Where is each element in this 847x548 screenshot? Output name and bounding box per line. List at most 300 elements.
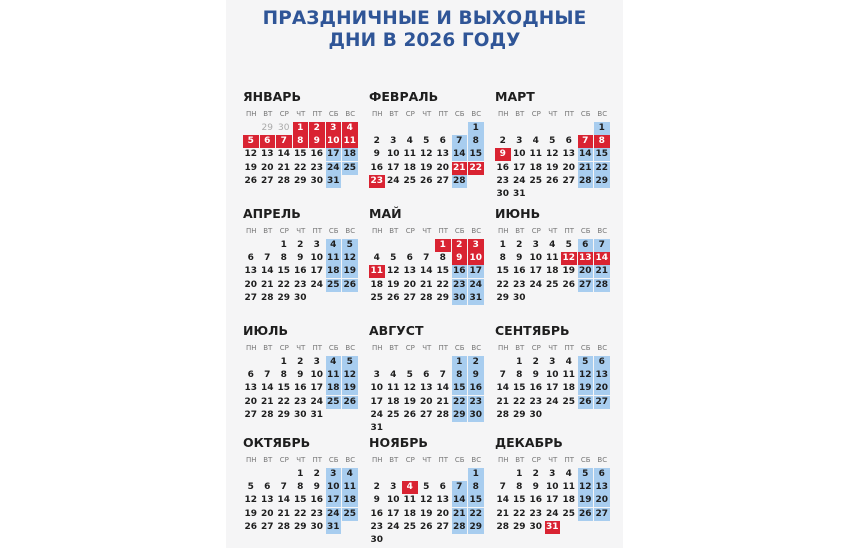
day-cell: 30 <box>469 409 483 420</box>
day-cell: 23 <box>529 396 543 407</box>
day-cell: 1 <box>435 239 451 252</box>
day-cell: 25 <box>326 396 340 407</box>
weekday-label: ЧТ <box>296 344 306 352</box>
day-cell: 20 <box>578 266 592 277</box>
month-name: ФЕВРАЛЬ <box>369 89 439 104</box>
day-cell: 12 <box>545 149 559 160</box>
day-cell: 27 <box>436 175 450 186</box>
day-cell: 19 <box>419 162 433 173</box>
weekday-label: ПТ <box>438 344 449 352</box>
day-cell: 18 <box>343 149 357 160</box>
day-cell: 12 <box>343 253 357 264</box>
day-cell: 26 <box>419 521 433 532</box>
day-cell: 27 <box>244 409 258 420</box>
day-cell: 15 <box>595 149 609 160</box>
day-cell: 27 <box>260 175 274 186</box>
day-cell: 6 <box>247 370 254 381</box>
day-cell: 9 <box>468 369 484 382</box>
month-9 <box>495 324 620 444</box>
day-cell: 12 <box>578 370 592 381</box>
day-cell: 8 <box>468 481 484 494</box>
day-cell: 3 <box>549 469 556 479</box>
day-cell: 17 <box>545 495 559 506</box>
day-cell: 20 <box>562 162 576 173</box>
weekday-label: ЧТ <box>296 456 306 464</box>
weekday-label: СР <box>279 456 289 464</box>
day-cell: 26 <box>403 409 417 420</box>
day-cell: 1 <box>468 468 484 481</box>
weekday-label: ВТ <box>389 344 399 352</box>
day-cell: 20 <box>436 508 450 519</box>
day-cell: 21 <box>260 396 274 407</box>
day-cell: 15 <box>277 266 291 277</box>
day-cell: 16 <box>293 266 307 277</box>
weekday-label: ПТ <box>564 456 575 464</box>
day-cell: 18 <box>343 495 357 506</box>
day-cell: 13 <box>403 266 417 277</box>
day-cell: 29 <box>436 292 450 303</box>
month-name: ИЮНЬ <box>495 206 541 221</box>
day-cell: 20 <box>244 279 258 290</box>
day-cell: 14 <box>452 149 466 160</box>
day-cell: 2 <box>373 136 380 147</box>
weekday-label: СР <box>531 110 541 118</box>
weekday-label: СБ <box>580 227 591 235</box>
day-cell: 4 <box>402 481 418 494</box>
day-cell: 22 <box>452 396 466 407</box>
day-cell: 19 <box>545 162 559 173</box>
day-cell: 14 <box>496 495 510 506</box>
day-cell: 17 <box>326 149 340 160</box>
day-cell: 15 <box>436 266 450 277</box>
month-10 <box>243 436 368 548</box>
day-cell: 21 <box>436 396 450 407</box>
day-cell: 18 <box>386 396 400 407</box>
weekday-label: ВС <box>471 344 482 352</box>
day-cell: 29 <box>496 292 510 303</box>
day-cell: 10 <box>469 253 483 264</box>
day-cell: 10 <box>326 136 340 147</box>
weekday-label: ПТ <box>564 227 575 235</box>
weekday-label: ПТ <box>312 227 323 235</box>
weekday-label: ПН <box>371 456 383 464</box>
day-cell: 10 <box>545 482 559 493</box>
day-cell: 7 <box>452 481 468 494</box>
day-cell: 12 <box>244 149 258 160</box>
day-cell: 2 <box>313 469 320 479</box>
day-cell: 2 <box>373 482 380 493</box>
day-cell: 10 <box>326 482 340 493</box>
day-cell: 9 <box>373 495 380 506</box>
day-cell: 26 <box>343 279 357 290</box>
day-cell: 14 <box>277 495 291 506</box>
day-cell: 20 <box>260 508 274 519</box>
day-cell: 20 <box>419 396 433 407</box>
day-cell: 28 <box>260 292 274 303</box>
day-cell: 9 <box>516 253 523 264</box>
day-cell: 8 <box>516 482 523 493</box>
day-cell: 17 <box>469 266 483 277</box>
day-cell: 10 <box>386 149 400 160</box>
weekday-label: ПТ <box>438 456 449 464</box>
day-cell: 1 <box>293 122 309 135</box>
day-cell: 23 <box>370 521 384 532</box>
weekday-label: СР <box>405 344 415 352</box>
day-cell: 5 <box>565 240 572 250</box>
day-cell: 2 <box>452 239 468 252</box>
day-cell: 19 <box>419 508 433 519</box>
weekday-label: ЧТ <box>548 110 558 118</box>
day-cell: 19 <box>578 495 592 506</box>
day-cell: 7 <box>499 370 506 381</box>
day-cell: 25 <box>326 279 340 290</box>
day-cell: 8 <box>293 135 309 148</box>
day-cell: 17 <box>545 383 559 394</box>
weekday-label: ПТ <box>312 344 323 352</box>
day-cell: 11 <box>343 482 357 493</box>
month-name: МАЙ <box>369 206 402 221</box>
day-cell: 6 <box>423 370 430 381</box>
day-cell: 15 <box>469 149 483 160</box>
day-cell: 1 <box>499 240 506 250</box>
day-cell: 19 <box>244 162 258 173</box>
day-cell: 6 <box>247 253 254 264</box>
month-5 <box>369 207 494 327</box>
day-cell: 11 <box>370 266 384 277</box>
day-cell: 8 <box>280 253 287 264</box>
day-cell: 25 <box>545 279 559 290</box>
day-cell: 15 <box>277 383 291 394</box>
day-cell: 16 <box>452 266 466 277</box>
day-cell: 8 <box>280 370 287 381</box>
day-cell: 3 <box>516 136 523 147</box>
day-cell: 25 <box>386 409 400 420</box>
day-cell: 14 <box>260 266 274 277</box>
day-cell: 5 <box>549 136 556 147</box>
day-cell: 3 <box>390 482 397 493</box>
day-cell: 10 <box>310 253 324 264</box>
weekday-label: СБ <box>328 110 339 118</box>
weekday-label: ПН <box>245 456 257 464</box>
day-cell: 16 <box>310 149 324 160</box>
weekday-label: ВС <box>345 344 356 352</box>
weekday-label: СР <box>279 227 289 235</box>
day-cell: 27 <box>562 175 576 186</box>
month-name: ИЮЛЬ <box>243 323 289 338</box>
day-cell: 18 <box>326 266 340 277</box>
month-name: АВГУСТ <box>369 323 424 338</box>
day-cell: 26 <box>419 175 433 186</box>
calendar-poster <box>226 0 623 548</box>
day-cell: 13 <box>436 149 450 160</box>
day-cell: 31 <box>469 292 483 303</box>
month-7 <box>243 324 368 444</box>
day-cell: 15 <box>452 383 466 394</box>
day-cell: 5 <box>390 253 397 264</box>
day-cell: 20 <box>436 162 450 173</box>
day-cell: 8 <box>499 253 506 264</box>
day-cell: 5 <box>578 468 594 481</box>
day-cell: 29 <box>512 521 526 532</box>
weekday-label: ПТ <box>564 110 575 118</box>
day-cell: 11 <box>562 370 576 381</box>
day-cell: 28 <box>595 279 609 290</box>
day-cell: 1 <box>452 356 468 369</box>
day-cell: 20 <box>403 279 417 290</box>
day-cell: 22 <box>595 162 609 173</box>
weekday-label: ВТ <box>515 456 525 464</box>
month-6 <box>495 207 620 327</box>
weekday-label: ПН <box>371 110 383 118</box>
day-cell: 28 <box>496 409 510 420</box>
weekday-label: ВТ <box>515 110 525 118</box>
day-cell: 23 <box>310 162 324 173</box>
day-cell: 10 <box>370 383 384 394</box>
day-cell: 30 <box>496 189 510 199</box>
day-cell: 3 <box>549 357 556 367</box>
day-cell: 19 <box>386 279 400 290</box>
day-cell: 27 <box>403 292 417 303</box>
month-name: НОЯБРЬ <box>369 435 428 450</box>
weekday-label: СБ <box>328 344 339 352</box>
weekday-label: ПН <box>497 110 509 118</box>
weekday-label: ПН <box>497 227 509 235</box>
weekday-label: СР <box>531 456 541 464</box>
day-cell: 2 <box>309 122 325 135</box>
day-cell: 28 <box>277 175 291 186</box>
day-cell: 16 <box>370 508 384 519</box>
day-cell: 15 <box>496 266 510 277</box>
day-cell: 28 <box>452 521 466 532</box>
day-cell: 9 <box>532 370 539 381</box>
weekday-label: ЧТ <box>422 344 432 352</box>
month-11 <box>369 436 494 548</box>
month-name: ОКТЯБРЬ <box>243 435 311 450</box>
day-cell: 8 <box>452 369 468 382</box>
day-cell: 22 <box>512 396 526 407</box>
day-cell: 28 <box>277 521 291 532</box>
day-cell: 5 <box>578 356 594 369</box>
day-cell: 16 <box>496 162 510 173</box>
day-cell: 11 <box>386 383 400 394</box>
weekday-label: ПН <box>371 227 383 235</box>
day-cell: 17 <box>512 162 526 173</box>
day-cell: 27 <box>595 508 609 519</box>
day-cell: 14 <box>578 149 592 160</box>
day-cell: 16 <box>512 266 526 277</box>
day-cell: 28 <box>496 521 510 532</box>
day-cell: 21 <box>452 508 466 519</box>
day-cell: 14 <box>419 266 433 277</box>
day-cell: 17 <box>370 396 384 407</box>
day-cell: 17 <box>310 383 324 394</box>
day-cell: 1 <box>516 469 523 479</box>
day-cell: 14 <box>277 149 291 160</box>
day-cell: 6 <box>594 468 610 481</box>
day-cell: 25 <box>343 508 357 519</box>
day-cell: 30 <box>529 409 543 420</box>
day-cell: 21 <box>496 396 510 407</box>
day-cell: 1 <box>297 469 304 479</box>
weekday-label: ВС <box>471 456 482 464</box>
day-cell: 11 <box>343 136 357 147</box>
day-cell: 30 <box>370 535 384 545</box>
day-cell: 12 <box>386 266 400 277</box>
day-cell: 21 <box>419 279 433 290</box>
day-cell: 31 <box>512 189 526 199</box>
day-cell: 4 <box>373 253 380 264</box>
day-cell: 15 <box>469 495 483 506</box>
day-cell: 14 <box>595 253 609 264</box>
day-cell: 22 <box>469 162 483 173</box>
day-cell: 18 <box>370 279 384 290</box>
day-cell: 26 <box>562 279 576 290</box>
day-cell: 29 <box>595 175 609 186</box>
day-cell: 29 <box>469 521 483 532</box>
weekday-label: ВТ <box>263 110 273 118</box>
day-cell: 22 <box>277 396 291 407</box>
day-cell: 13 <box>260 495 274 506</box>
day-cell: 12 <box>419 495 433 506</box>
day-cell: 6 <box>264 482 271 493</box>
day-cell: 7 <box>280 482 287 493</box>
day-cell: 26 <box>244 175 258 186</box>
day-cell: 4 <box>406 136 413 147</box>
weekday-label: ПТ <box>312 110 323 118</box>
day-cell: 2 <box>499 136 506 147</box>
day-cell: 27 <box>244 292 258 303</box>
day-cell: 19 <box>562 266 576 277</box>
day-cell: 31 <box>310 409 324 420</box>
weekday-label: ВТ <box>389 227 399 235</box>
day-cell: 9 <box>495 148 511 161</box>
day-cell: 28 <box>452 175 466 186</box>
day-cell: 4 <box>390 370 397 381</box>
page-title <box>226 8 623 52</box>
weekday-label: СБ <box>328 227 339 235</box>
day-cell: 26 <box>545 175 559 186</box>
day-cell: 16 <box>310 495 324 506</box>
day-cell: 3 <box>313 240 320 250</box>
day-cell: 17 <box>326 495 340 506</box>
day-cell: 10 <box>529 253 543 264</box>
month-name: АПРЕЛЬ <box>243 206 301 221</box>
weekday-label: ПН <box>497 344 509 352</box>
day-cell: 15 <box>293 149 307 160</box>
weekday-label: СБ <box>580 344 591 352</box>
day-cell: 25 <box>403 521 417 532</box>
day-cell: 21 <box>260 279 274 290</box>
weekday-label: СР <box>531 344 541 352</box>
weekday-label: ПН <box>245 227 257 235</box>
weekday-label: ЧТ <box>422 227 432 235</box>
weekday-label: ЧТ <box>422 456 432 464</box>
day-cell: 9 <box>297 370 304 381</box>
weekday-label: СР <box>279 110 289 118</box>
day-cell: 3 <box>532 240 539 250</box>
day-cell: 18 <box>403 162 417 173</box>
day-cell: 12 <box>562 253 576 264</box>
weekday-label: ЧТ <box>296 227 306 235</box>
day-cell: 5 <box>342 356 358 369</box>
day-cell: 6 <box>439 482 446 493</box>
weekday-label: ВТ <box>389 110 399 118</box>
day-cell: 20 <box>595 495 609 506</box>
weekday-label: ВС <box>597 227 608 235</box>
weekday-label: ВТ <box>263 344 273 352</box>
day-cell: 1 <box>280 357 287 367</box>
day-cell: 22 <box>496 279 510 290</box>
day-cell: 10 <box>386 495 400 506</box>
day-cell: 20 <box>260 162 274 173</box>
day-cell: 24 <box>326 508 340 519</box>
day-cell: 22 <box>293 508 307 519</box>
day-cell: 16 <box>469 383 483 394</box>
day-cell: 6 <box>439 136 446 147</box>
day-cell: 3 <box>313 357 320 367</box>
day-cell: 23 <box>370 175 384 186</box>
day-cell: 18 <box>545 266 559 277</box>
day-cell: 14 <box>452 495 466 506</box>
day-cell: 11 <box>403 149 417 160</box>
day-cell: 23 <box>512 279 526 290</box>
day-cell: 18 <box>562 495 576 506</box>
month-name: МАРТ <box>495 89 535 104</box>
day-cell: 5 <box>423 136 430 147</box>
weekday-label: ПН <box>371 344 383 352</box>
day-cell: 9 <box>532 482 539 493</box>
day-cell: 31 <box>545 521 559 532</box>
day-cell: 24 <box>545 396 559 407</box>
day-cell: 12 <box>419 149 433 160</box>
month-12 <box>495 436 620 548</box>
day-cell: 13 <box>244 383 258 394</box>
month-name: ДЕКАБРЬ <box>495 435 563 450</box>
day-cell: 2 <box>516 240 523 250</box>
day-cell: 4 <box>342 122 358 135</box>
day-cell: 19 <box>244 508 258 519</box>
weekday-label: ВТ <box>389 456 399 464</box>
weekday-label: СБ <box>454 227 465 235</box>
day-cell: 6 <box>594 356 610 369</box>
day-cell: 22 <box>436 279 450 290</box>
weekday-label: ПН <box>245 110 257 118</box>
day-cell: 27 <box>595 396 609 407</box>
day-cell: 11 <box>326 253 340 264</box>
day-cell: 24 <box>469 279 483 290</box>
month-name: СЕНТЯБРЬ <box>495 323 570 338</box>
day-cell: 19 <box>343 266 357 277</box>
day-cell: 4 <box>549 240 556 250</box>
day-cell: 8 <box>516 370 523 381</box>
day-cell: 5 <box>243 135 259 148</box>
day-cell: 23 <box>469 396 483 407</box>
day-cell: 17 <box>310 266 324 277</box>
day-cell: 4 <box>565 357 572 367</box>
day-cell: 26 <box>244 521 258 532</box>
day-cell: 28 <box>260 409 274 420</box>
weekday-label: ЧТ <box>548 456 558 464</box>
day-cell: 8 <box>439 253 446 264</box>
day-cell: 8 <box>468 135 484 148</box>
day-cell: 3 <box>326 468 342 481</box>
day-cell: 13 <box>562 149 576 160</box>
day-cell: 23 <box>310 508 324 519</box>
day-cell: 7 <box>578 135 594 148</box>
day-cell: 4 <box>326 356 342 369</box>
day-cell: 5 <box>423 482 430 493</box>
weekday-label: ЧТ <box>422 110 432 118</box>
